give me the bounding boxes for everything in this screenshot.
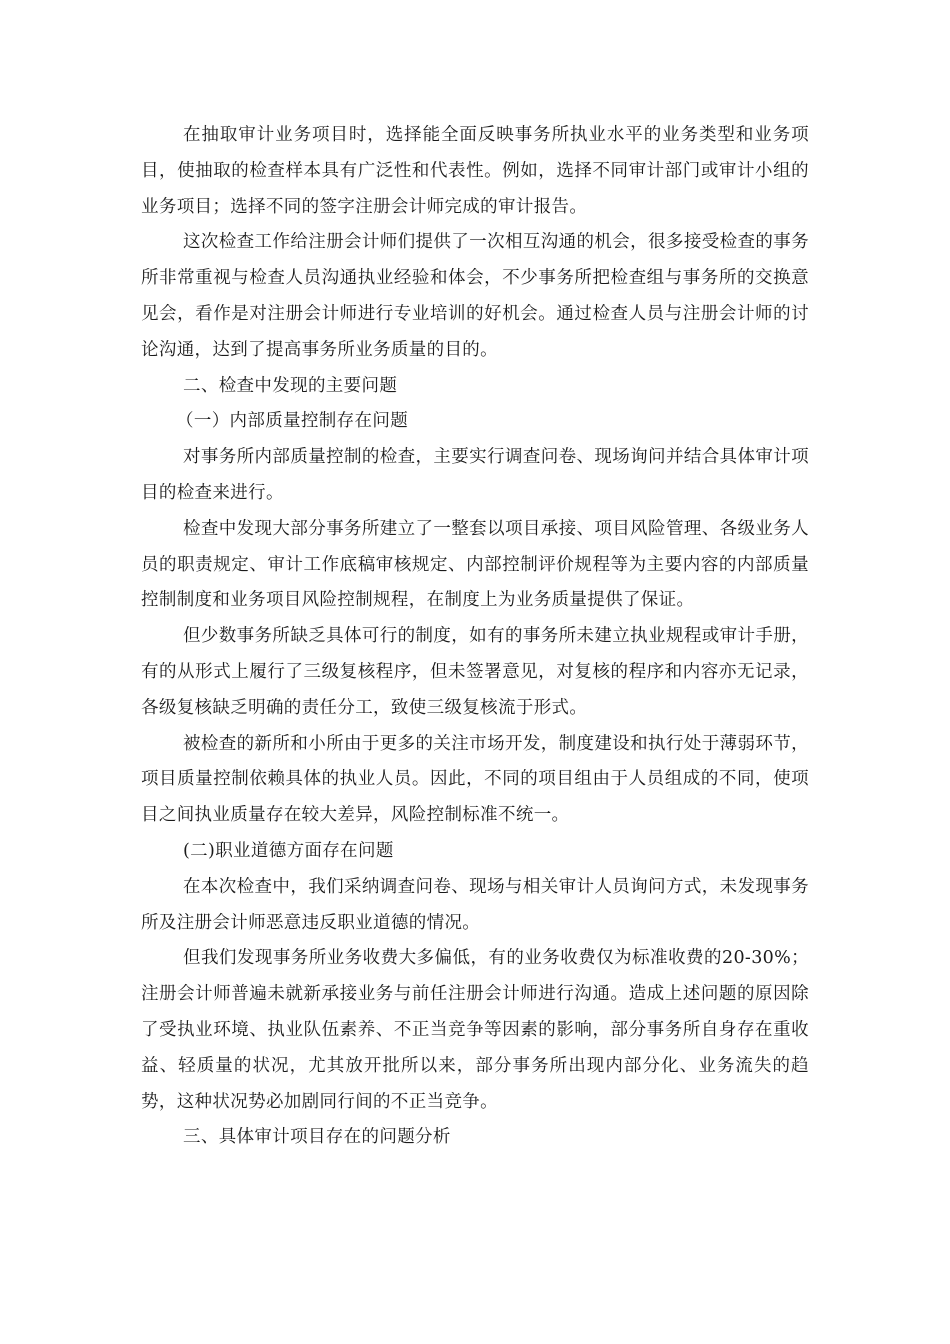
paragraph-ethics-findings: 但我们发现事务所业务收费大多偏低，有的业务收费仅为标准收费的20-30%；注册会计师普遍未就新承接业务与前任注册会计师进行沟通。造成上述问题的原因除了受执业环境、执业队伍素养、不正当竞争等因素的影响，部分事务所自身存在重收益、轻质量的状况，尤其放开批所以来，部分事务所出现内部分化、业务流失的趋势，这种状况势必加剧同行间的不正当竞争。 [141, 948, 809, 1112]
section-heading-audit-projects: 三、具体审计项目存在的问题分析 [183, 1127, 451, 1148]
paragraph-internal-control-findings: 检查中发现大部分事务所建立了一整套以项目承接、项目风险管理、各级业务人员的职责规定、审计工作底稿审核规定、内部控制评价规程等为主要内容的内部质量控制制度和业务项目风险控制规程，在制度上为业务质量提供了保证。 [141, 518, 809, 611]
document-body [141, 118, 809, 1156]
section-heading-main-problems: 二、检查中发现的主要问题 [183, 375, 398, 396]
subsection-heading-internal-control: （一）内部质量控制存在问题 [176, 411, 409, 432]
paragraph-internal-control-method: 对事务所内部质量控制的检查，主要实行调查问卷、现场询问并结合具体审计项目的检查来进行。 [141, 447, 809, 503]
paragraph-new-small-firms: 被检查的新所和小所由于更多的关注市场开发，制度建设和执行处于薄弱环节，项目质量控制依赖具体的执业人员。因此，不同的项目组由于人员组成的不同，使项目之间执业质量存在较大差异，风险控制标准不统一。 [141, 733, 809, 826]
paragraph-ethics-method: 在本次检查中，我们采纳调查问卷、现场与相关审计人员询问方式，未发现事务所及注册会计师恶意违反职业道德的情况。 [141, 876, 809, 933]
subsection-heading-ethics: (二)职业道德方面存在问题 [183, 840, 394, 861]
paragraph-communication: 这次检查工作给注册会计师们提供了一次相互沟通的机会，很多接受检查的事务所非常重视与检查人员沟通执业经验和体会，不少事务所把检查组与事务所的交换意见会，看作是对注册会计师进行专业培训的好机会。通过检查人员与注册会计师的讨论沟通，达到了提高事务所业务质量的目的。 [141, 232, 809, 360]
paragraph-sampling: 在抽取审计业务项目时，选择能全面反映事务所执业水平的业务类型和业务项目，使抽取的检查样本具有广泛性和代表性。例如，选择不同审计部门或审计小组的业务项目；选择不同的签字注册会计师完成的审计报告。 [141, 125, 809, 217]
paragraph-internal-control-deficiencies: 但少数事务所缺乏具体可行的制度，如有的事务所未建立执业规程或审计手册，有的从形式上履行了三级复核程序，但未签署意见，对复核的程序和内容亦无记录，各级复核缺乏明确的责任分工，致使三级复核流于形式。 [141, 626, 809, 718]
